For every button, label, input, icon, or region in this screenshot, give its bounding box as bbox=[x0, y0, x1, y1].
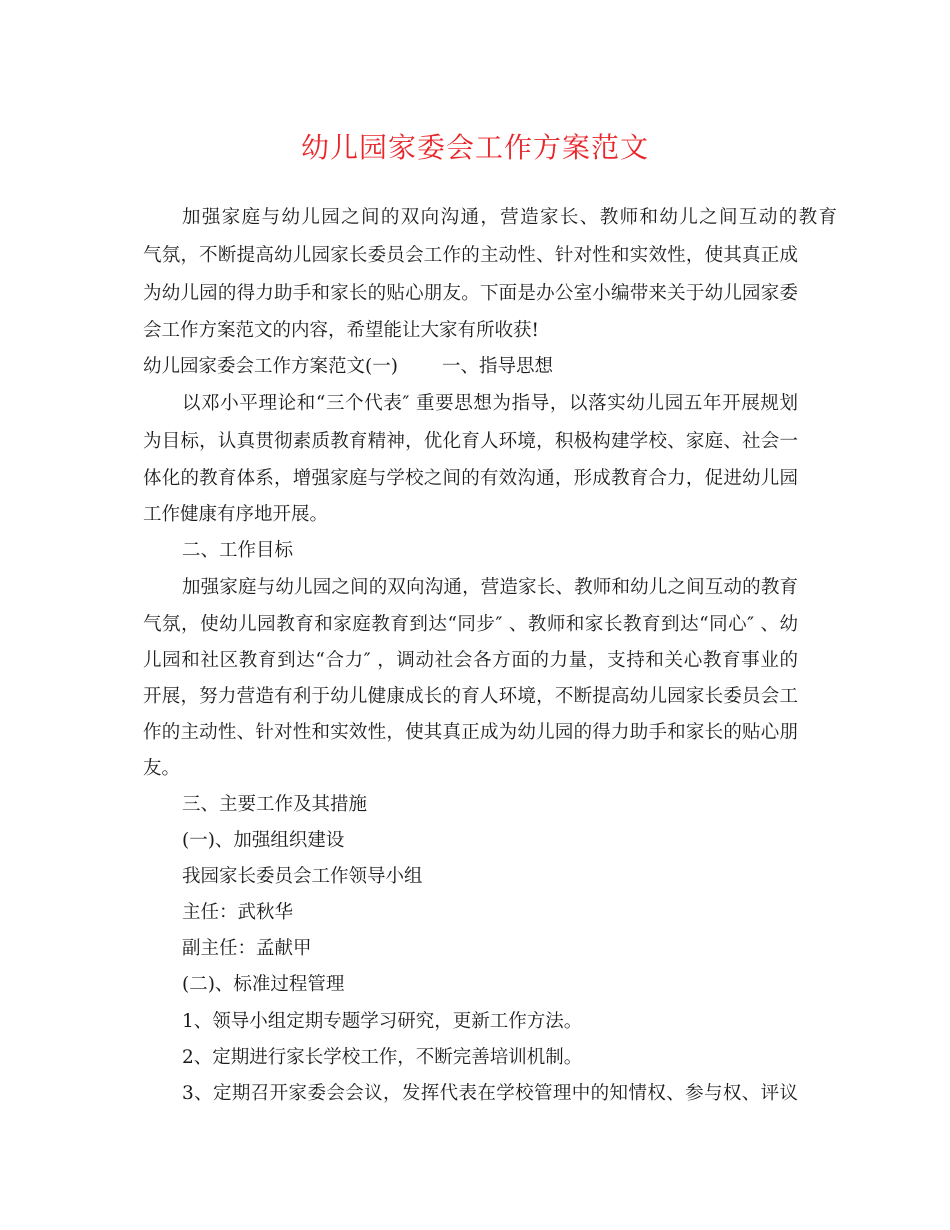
subsection2-heading: (二)、标准过程管理 bbox=[182, 974, 345, 995]
section1-line: 工作健康有序地开展。 bbox=[143, 504, 329, 525]
intro-line: 会工作方案范文的内容，希望能让大家有所收获! bbox=[143, 320, 539, 341]
section2-line: 作的主动性、针对性和实效性，使其真正成为幼儿园的得力助手和家长的贴心朋 bbox=[143, 722, 798, 743]
section2-line: 加强家庭与幼儿园之间的双向沟通，营造家长、教师和幼儿之间互动的教育 bbox=[182, 577, 798, 598]
intro-line: 为幼儿园的得力助手和家长的贴心朋友。下面是办公室小编带来关于幼儿园家委 bbox=[143, 283, 798, 304]
group-line: 我园家长委员会工作领导小组 bbox=[182, 866, 423, 887]
section2-line: 儿园和社区教育到达“合力″ ，调动社会各方面的力量，支持和关心教育事业的 bbox=[143, 650, 798, 671]
section1-line: 以邓小平理论和“三个代表″ 重要思想为指导，以落实幼儿园五年开展规划 bbox=[182, 393, 798, 414]
document-title: 幼儿园家委会工作方案范文 bbox=[300, 131, 649, 164]
subsection1-heading: (一)、加强组织建设 bbox=[182, 830, 345, 851]
intro-line: 加强家庭与幼儿园之间的双向沟通，营造家长、教师和幼儿之间互动的教育 bbox=[182, 207, 837, 228]
document-subtitle: 幼儿园家委会工作方案范文(一) bbox=[143, 356, 398, 377]
section2-line: 友。 bbox=[143, 758, 181, 779]
section3-heading: 三、主要工作及其措施 bbox=[182, 794, 368, 815]
section1-line: 为目标，认真贯彻素质教育精神，优化育人环境，积极构建学校、家庭、社会一 bbox=[143, 431, 798, 452]
section2-line: 开展，努力营造有利于幼儿健康成长的育人环境，不断提高幼儿园家长委员会工 bbox=[143, 686, 798, 707]
section2-line: 气氛，使幼儿园教育和家庭教育到达“同步″ 、教师和家长教育到达“同心″ 、幼 bbox=[143, 614, 798, 635]
intro-line: 气氛，不断提高幼儿园家长委员会工作的主动性、针对性和实效性，使其真正成 bbox=[143, 245, 798, 266]
list-item: 2、定期进行家长学校工作，不断完善培训机制。 bbox=[182, 1047, 583, 1068]
section1-heading: 一、指导思想 bbox=[441, 356, 553, 377]
list-item: 3、定期召开家委会会议，发挥代表在学校管理中的知情权、参与权、评议 bbox=[182, 1083, 798, 1104]
section1-line: 体化的教育体系，增强家庭与学校之间的有效沟通，形成教育合力，促进幼儿园 bbox=[143, 468, 798, 489]
director-line: 主任：武秋华 bbox=[182, 902, 294, 923]
deputy-director-line: 副主任：孟献甲 bbox=[182, 938, 312, 959]
list-item: 1、领导小组定期专题学习研究，更新工作方法。 bbox=[182, 1011, 583, 1032]
section2-heading: 二、工作目标 bbox=[182, 540, 294, 561]
subtitle-row bbox=[143, 354, 553, 380]
